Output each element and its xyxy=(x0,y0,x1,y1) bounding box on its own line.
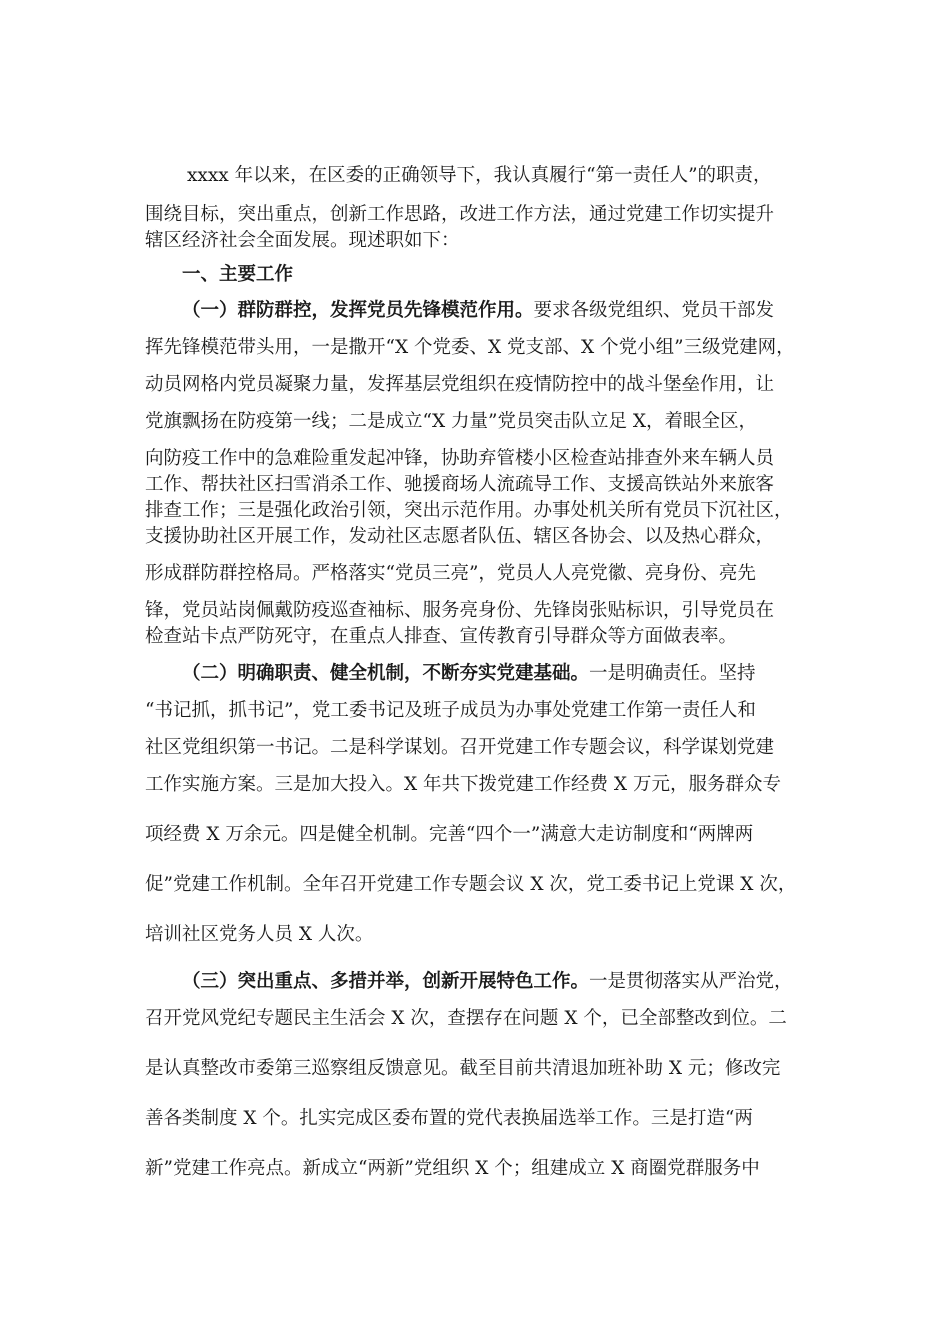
subsection-2-first-line: （二）明确职责、健全机制，不断夯实党建基础。一是明确责任。坚持 xyxy=(182,663,756,684)
body-line: 召开党风党纪专题民主生活会 X 次，查摆存在问题 X 个，已全部整改到位。二 xyxy=(145,1008,787,1029)
subsection-2-title: （二）明确职责、健全机制，不断夯实党建基础。 xyxy=(182,663,590,684)
body-line: 支援协助社区开展工作，发动社区志愿者队伍、辖区各协会、以及热心群众， xyxy=(145,526,775,547)
body-line: 是认真整改市委第三巡察组反馈意见。截至目前共清退加班补助 X 元；修改完 xyxy=(145,1058,781,1079)
body-line: 党旗飘扬在防疫第一线；二是成立“X 力量”党员突击队立足 X，着眼全区， xyxy=(145,411,758,432)
body-line: 挥先锋模范带头用，一是撒开“X 个党委、X 党支部、X 个党小组”三级党建网， xyxy=(145,337,795,358)
body-line: 锋，党员站岗佩戴防疫巡查袖标、服务亮身份、先锋岗张贴标识，引导党员在 xyxy=(145,600,775,621)
body-line: 促”党建工作机制。全年召开党建工作专题会议 X 次，党工委书记上党课 X 次， xyxy=(145,874,797,895)
body-line: 形成群防群控格局。严格落实“党员三亮”，党员人人亮党徽、亮身份、亮先 xyxy=(145,563,756,584)
body-line: 向防疫工作中的急难险重发起冲锋，协助弃管楼小区检查站排查外来车辆人员 xyxy=(145,448,775,469)
body-line: 培训社区党务人员 X 人次。 xyxy=(145,924,374,945)
body-line: “书记抓，抓书记”，党工委书记及班子成员为办事处党建工作第一责任人和 xyxy=(145,700,756,721)
intro-line: xxxx 年以来，在区委的正确领导下，我认真履行“第一责任人”的职责， xyxy=(187,165,772,186)
body-line: 动员网格内党员凝聚力量，发挥基层党组织在疫情防控中的战斗堡垒作用，让 xyxy=(145,374,775,395)
body-line: 工作、帮扶社区扫雪消杀工作、驰援商场人流疏导工作、支援高铁站外来旅客 xyxy=(145,474,775,495)
subsection-3-first-line: （三）突出重点、多措并举，创新开展特色工作。一是贯彻落实从严治党， xyxy=(182,971,793,992)
subsection-1-title: （一）群防群控，发挥党员先锋模范作用。 xyxy=(182,300,534,321)
body-line: 社区党组织第一书记。二是科学谋划。召开党建工作专题会议，科学谋划党建 xyxy=(145,737,775,758)
subsection-1-first-line: （一）群防群控，发挥党员先锋模范作用。要求各级党组织、党员干部发 xyxy=(182,300,775,321)
intro-line: 辖区经济社会全面发展。现述职如下： xyxy=(145,230,460,251)
body-line: 善各类制度 X 个。扎实完成区委布置的党代表换届选举工作。三是打造“两 xyxy=(145,1108,753,1129)
intro-line: 围绕目标，突出重点，创新工作思路，改进工作方法，通过党建工作切实提升 xyxy=(145,204,775,225)
body-line: 排查工作；三是强化政治引领，突出示范作用。办事处机关所有党员下沉社区， xyxy=(145,500,793,521)
section-heading: 一、主要工作 xyxy=(182,264,294,285)
body-line: 工作实施方案。三是加大投入。X 年共下拨党建工作经费 X 万元，服务群众专 xyxy=(145,774,781,795)
body-line: 项经费 X 万余元。四是健全机制。完善“四个一”满意大走访制度和“两牌两 xyxy=(145,824,754,845)
subsection-3-title: （三）突出重点、多措并举，创新开展特色工作。 xyxy=(182,971,590,992)
body-line: 新”党建工作亮点。新成立“两新”党组织 X 个；组建成立 X 商圈党群服务中 xyxy=(145,1158,760,1179)
body-line: 检查站卡点严防死守，在重点人排查、宣传教育引导群众等方面做表率。 xyxy=(145,626,738,647)
